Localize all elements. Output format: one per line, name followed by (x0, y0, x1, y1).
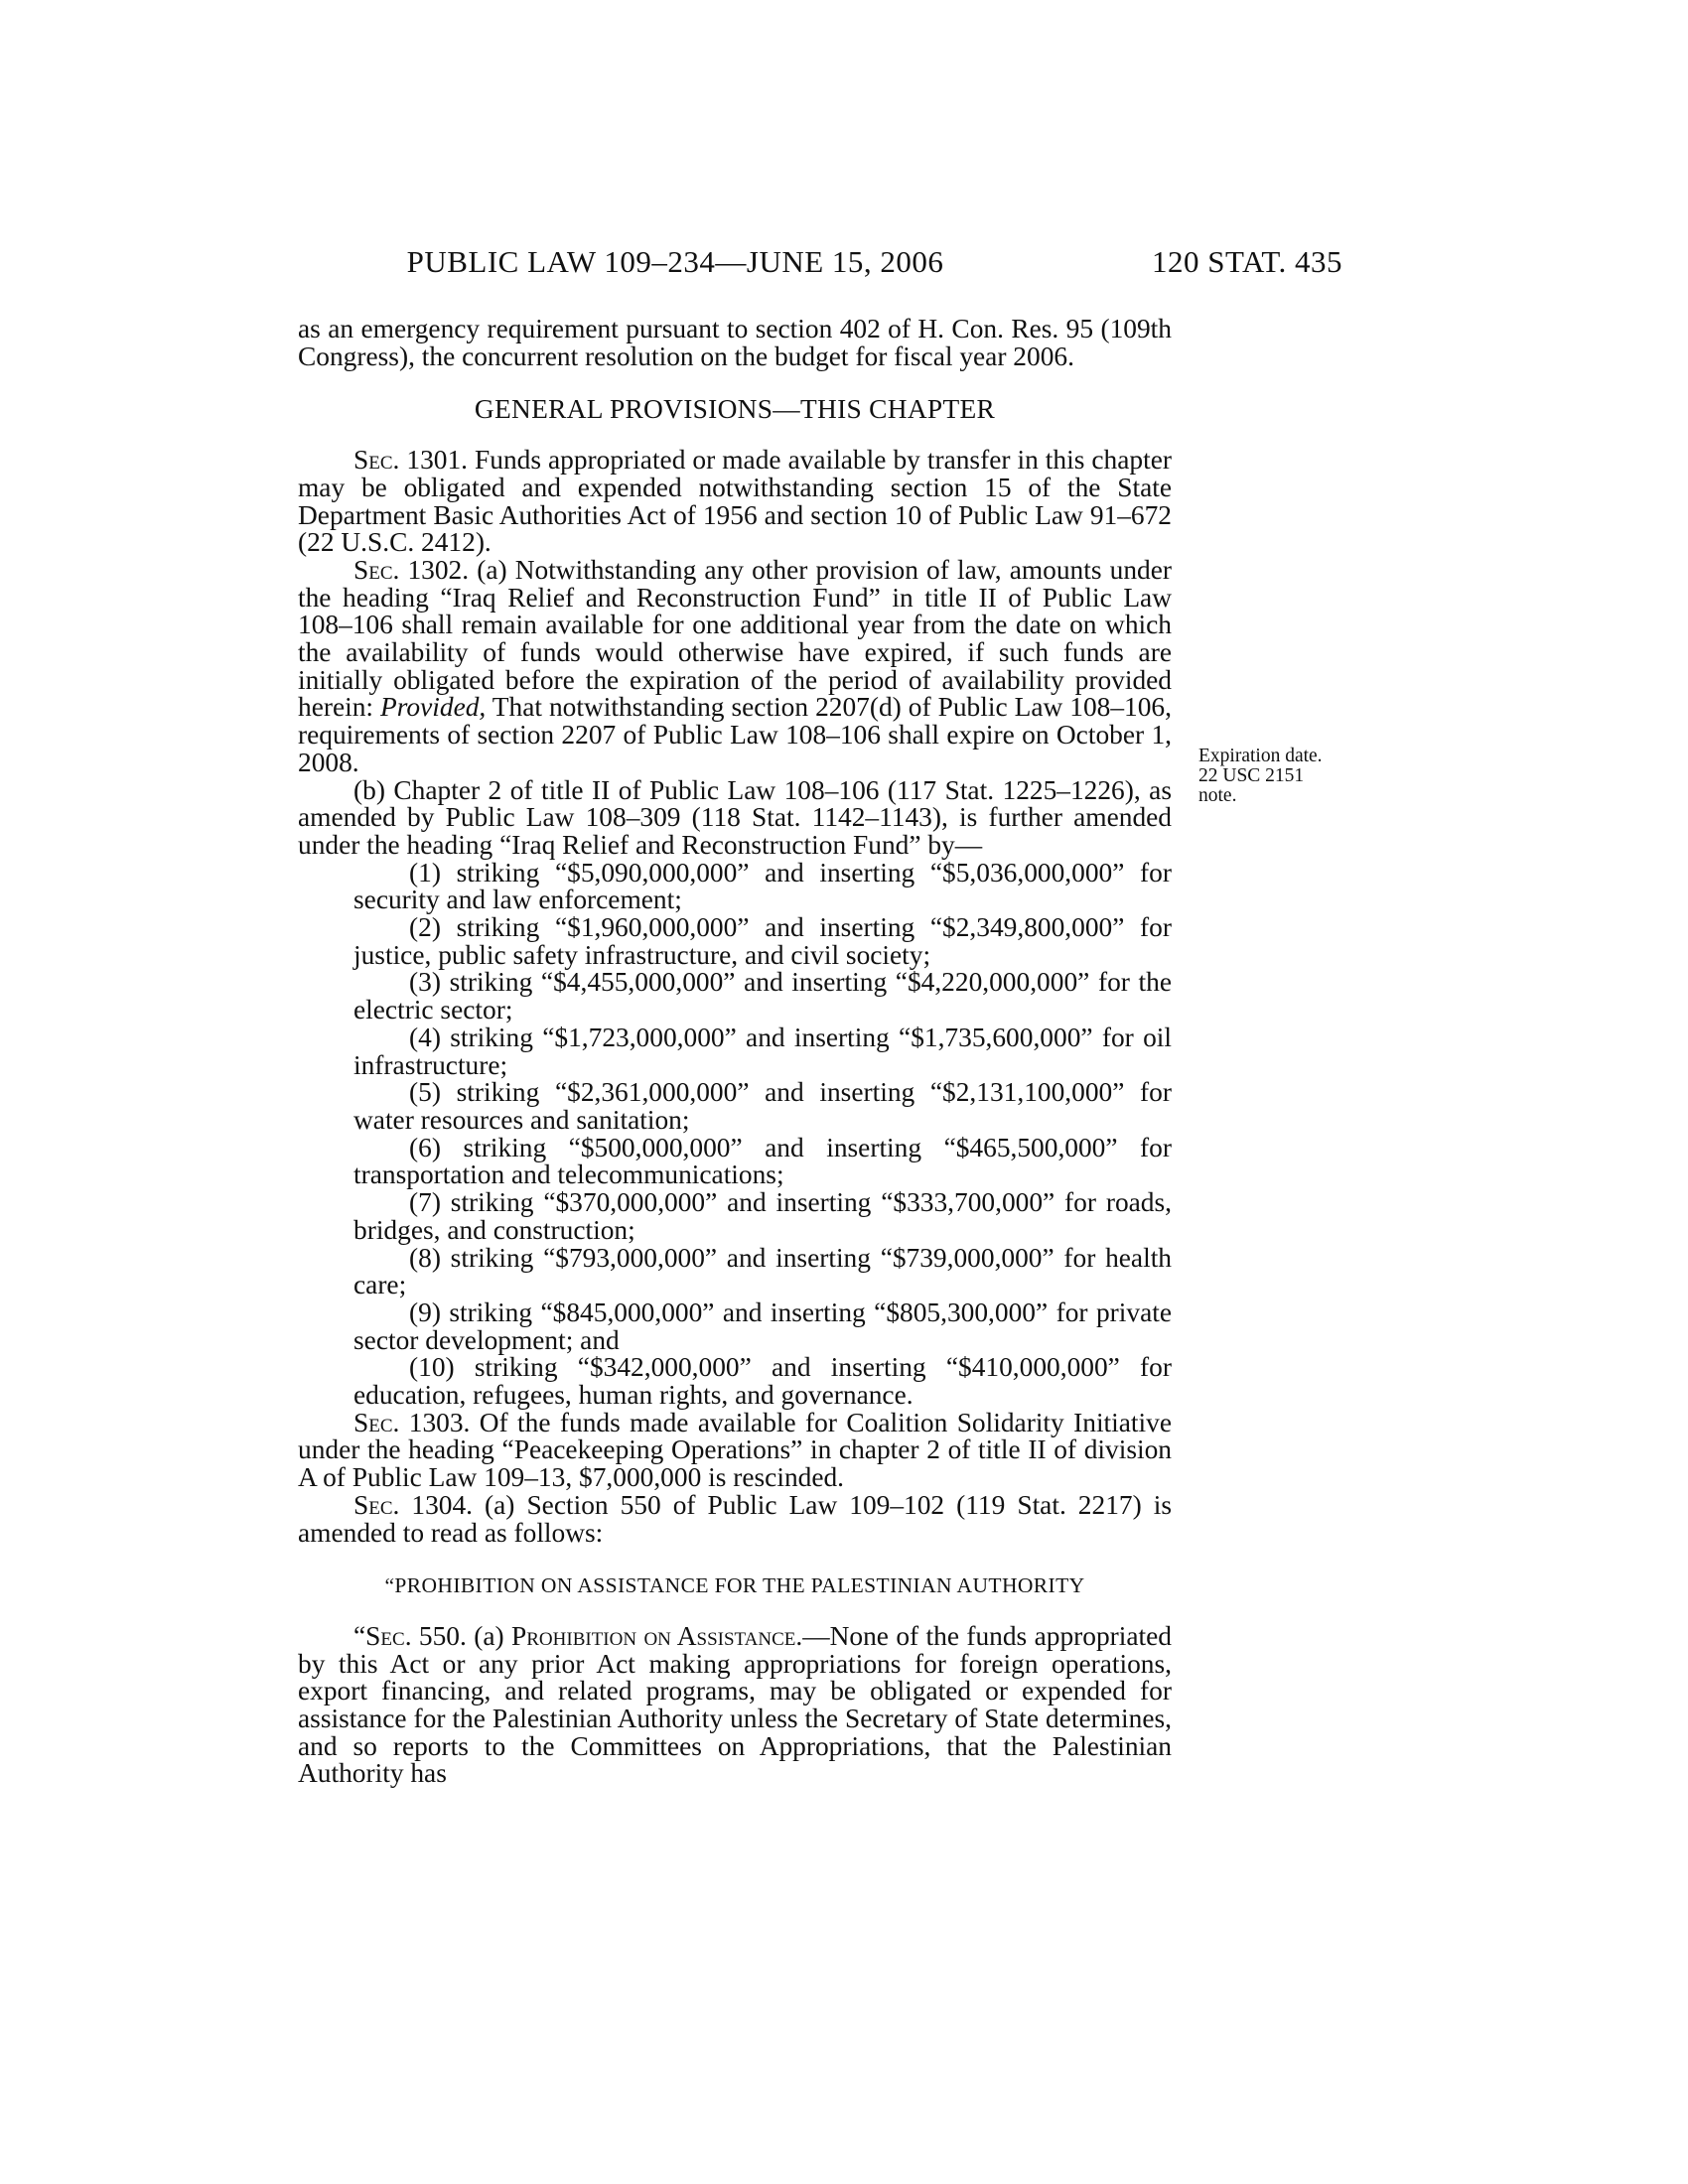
amendment-item: (9) striking “$845,000,000” and inserting “$805,300,000” for private sector development; and (353, 1297, 1172, 1355)
sec-1304-text: . 1304. (a) Section 550 of Public Law 109–102 (119 Stat. 2217) is amended to read as follows: (298, 1489, 1172, 1548)
amendment-item: (7) striking “$370,000,000” and inserting “$333,700,000” for roads, bridges, and construction; (353, 1187, 1172, 1245)
sec-550-caption: Prohibition on Assistance (511, 1620, 796, 1651)
sec-label: Sec (353, 1407, 393, 1437)
margin-note-line: note. (1198, 785, 1237, 806)
sec-550-paragraph (298, 1620, 1173, 1789)
sec-1302a-tail: That notwithstanding section 2207(d) of Public Law 108–106, requirements of section 2207 of Public Law 108–106 shall expire on October 1, 2008. (298, 692, 1172, 777)
sec-label: Sec (353, 445, 393, 476)
sec-1303-paragraph (298, 1407, 1172, 1493)
amendment-item: (8) striking “$793,000,000” and inserting “$739,000,000” for health care; (353, 1242, 1172, 1300)
sec-label: Sec (353, 1489, 393, 1520)
amendment-item: (10) striking “$342,000,000” and inserting “$410,000,000” for education, refugees, human rights, and governance. (353, 1352, 1172, 1411)
margin-note-line: Expiration date. (1198, 746, 1323, 766)
sec-550-number: . 550. (a) (404, 1620, 512, 1651)
sec-label: Sec (365, 1620, 405, 1651)
sec-1303-text: . 1303. Of the funds made available for Coalition Solidarity Initiative under the heading “Peacekeeping Operations” in chapter 2 of title II of division A of Public Law 109–13, $7,000,000 is rescinded. (298, 1407, 1172, 1493)
sec-1302a-paragraph (298, 554, 1172, 777)
sec-1304-paragraph (298, 1489, 1172, 1548)
quoted-section-heading: “PROHIBITION ON ASSISTANCE FOR THE PALESTINIAN AUTHORITY (384, 1573, 1085, 1598)
margin-note (1198, 747, 1347, 806)
sec-550-text: .—None of the funds appropriated by this Act or any prior Act making appropriations for foreign operations, export financing, and related programs, may be obligated or expended for assistance for the Palestinian Authority unless the Secretary of State determines, and so reports to the Committees on Appropriations, that the Palestinian Authority has (298, 1620, 1173, 1789)
amendment-item: (5) striking “$2,361,000,000” and inserting “$2,131,100,000” for water resources and sanitation; (353, 1077, 1172, 1135)
intro-paragraph: as an emergency requirement pursuant to section 402 of H. Con. Res. 95 (109th Congress), the concurrent resolution on the budget for fiscal year 2006. (298, 314, 1172, 371)
document-body (298, 316, 1172, 1788)
section-heading: GENERAL PROVISIONS—THIS CHAPTER (474, 394, 996, 425)
margin-note-line: 22 USC 2151 (1198, 765, 1305, 786)
sec-label: Sec (353, 554, 393, 585)
open-quote: “ (353, 1620, 366, 1651)
sec-1301-text: . 1301. Funds appropriated or made available by transfer in this chapter may be obligated and expended notwithstanding section 15 of the State Department Basic Authorities Act of 1956 and section 10 of Public Law 91–672 (22 U.S.C. 2412). (298, 445, 1172, 558)
sec-1302b-paragraph: (b) Chapter 2 of title II of Public Law 108–106 (117 Stat. 1225–1226), as amended by Public Law 108–309 (118 Stat. 1142–1143), is further amended under the heading “Iraq Relief and Reconstruction Fund” by— (298, 774, 1172, 860)
sec-1302a-text: . 1302. (a) Notwithstanding any other provision of law, amounts under the heading “Iraq Relief and Reconstruction Fund” in title II of Public Law 108–106 shall remain available for one additional year from the date on which the availability of funds would otherwise have expired, if such funds are initially obligated before the expiration of the period of availability provided herein: (298, 554, 1172, 723)
amendment-item: (3) striking “$4,455,000,000” and inserting “$4,220,000,000” for the electric sector; (353, 967, 1172, 1025)
amendment-item: (4) striking “$1,723,000,000” and inserting “$1,735,600,000” for oil infrastructure; (353, 1022, 1172, 1080)
page-stat-reference: 120 STAT. 435 (1152, 244, 1343, 279)
amendment-item: (2) striking “$1,960,000,000” and inserting “$2,349,800,000” for justice, public safety infrastructure, and civil society; (353, 912, 1172, 970)
amendment-item: (6) striking “$500,000,000” and inserting “$465,500,000” for transportation and telecommunications; (353, 1132, 1172, 1190)
running-header-title: PUBLIC LAW 109–234—JUNE 15, 2006 (406, 244, 944, 279)
amendment-item: (1) striking “$5,090,000,000” and inserting “$5,036,000,000” for security and law enforcement; (353, 857, 1172, 915)
provided-proviso: Provided, (380, 692, 487, 723)
sec-1301-paragraph (298, 447, 1172, 557)
